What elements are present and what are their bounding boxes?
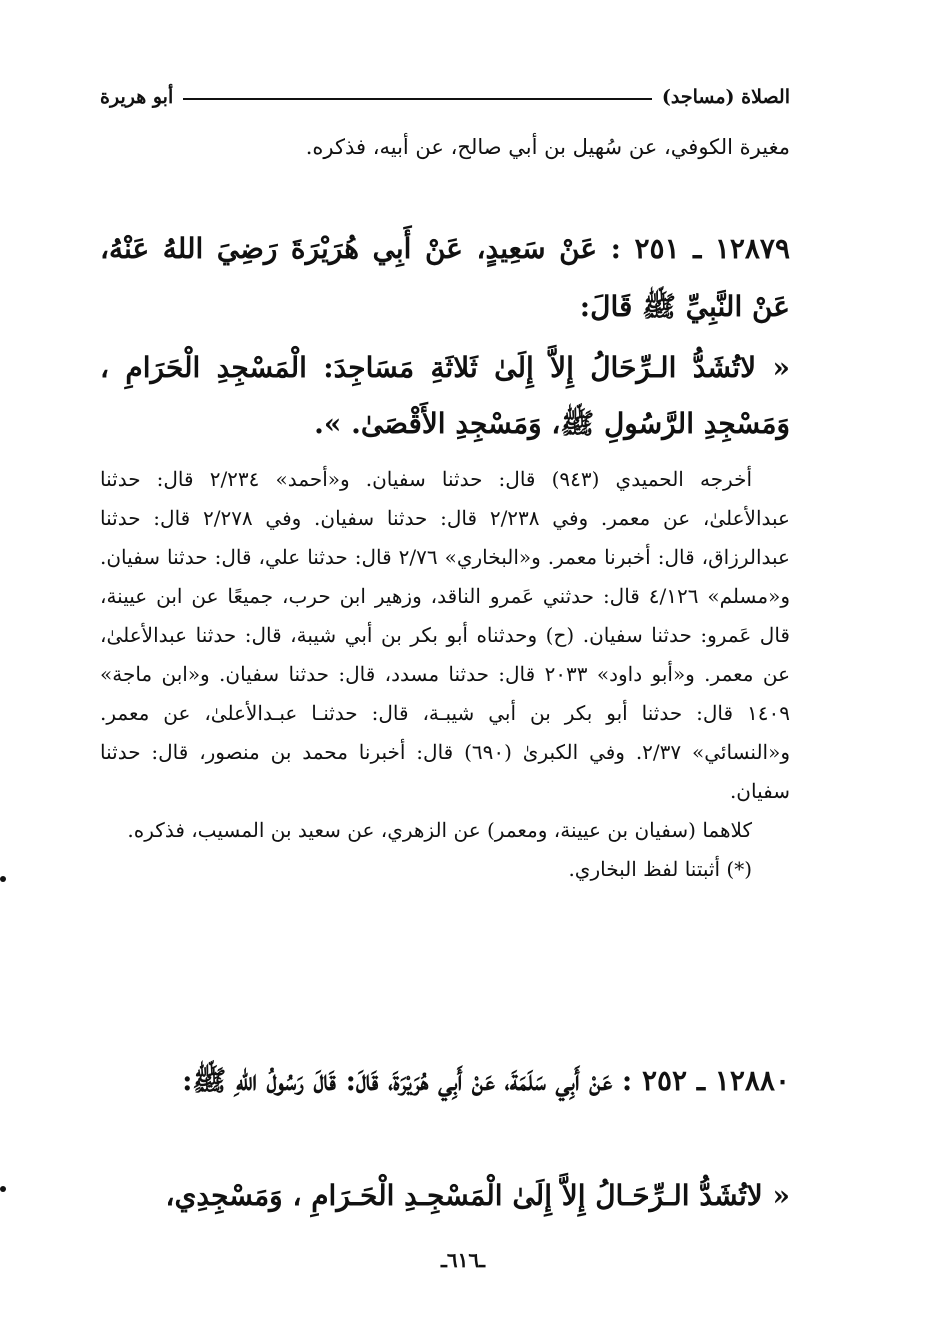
page-number: ـ٦١٦ـ	[441, 1248, 485, 1272]
hadith-12879-matn: « لاتُشَدُّ الـرِّحَالُ إِلاَّ إِلَىٰ ثَلاثَةِ مَسَاجِدَ: الْمَسْجِدِ الْحَرَامِ ، وَمَسْجِدِ الرَّسُولِ ﷺ، وَمَسْجِدِ الأَقْصَىٰ. ».	[100, 351, 790, 440]
margin-dot	[0, 1186, 6, 1192]
running-header	[100, 80, 790, 114]
takhrij-section	[100, 460, 790, 889]
takhrij-summary: كلاهما (سفيان بن عيينة، ومعمر) عن الزهري، عن سعيد بن المسيب، فذكره.	[127, 818, 752, 842]
header-section-title: الصلاة (مساجد)	[661, 86, 790, 108]
header-rule	[183, 98, 652, 100]
hadith-12879-isnad: ١٢٨٧٩ ـ ٢٥١ : عَنْ سَعِيدٍ، عَنْ أَبِي هُرَيْرَةَ رَضِيَ اللهُ عَنْهُ، عَنْ النَّبِيِّ ﷺ قَالَ:	[100, 232, 791, 323]
hadith-12880-matn: « لاتُشَدُّ الـرِّحَـالُ إِلاَّ إِلَىٰ الْمَسْجِـدِ الْحَـرَامِ ، وَمَسْجِدِي،	[165, 1179, 790, 1212]
header-narrator: أبو هريرة	[100, 86, 174, 108]
previous-hadith-continuation: مغيرة الكوفي، عن سُهيل بن أبي صالح، عن أبيه، فذكره.	[305, 135, 790, 159]
margin-dot	[0, 876, 6, 882]
takhrij-paragraph: أخرجه الحميدي (٩٤٣) قال: حدثنا سفيان. و«أحمد» ٢/٢٣٤ قال: حدثنا عبدالأعلىٰ، عن معمر. وفي ٢/٢٣٨ قال: حدثنا سفيان. وفي ٢/٢٧٨ قال: حدثنا عبدالرزاق، قال: أخبرنا معمر. و«البخاري» ٢/٧٦ قال: حدثنا علي، قال: حدثنا سفيان. و«مسلم» ٤/١٢٦ قال: حدثني عَمرو الناقد، وزهير ابن حرب، جميعًا عن ابن عيينة، قال عَمرو: حدثنا سفيان. (ح) وحدثناه أبو بكر بن أبي شيبة، قال: حدثنا عبدالأعلىٰ، عن معمر. و«أبو داود» ٢٠٣٣ قال: حدثنا مسدد، قال: حدثنا سفيان. و«ابن ماجة» ١٤٠٩ قال: حدثنا أبو بكر بن أبي شيبـة، قال: حدثنـا عبـدالأعلىٰ، عن معمر. و«النسائي» ٢/٣٧. وفي الكبرىٰ (٦٩٠) قال: أخبرنا محمد بن منصور، قال: حدثنا سفيان.	[100, 467, 790, 803]
footnote: (*) أثبتنا لفظ البخاري.	[568, 857, 752, 881]
hadith-12880-isnad: ١٢٨٨٠ ـ ٢٥٢ : عَنْ أَبِي سَلَمَةَ، عَنْ أَبِي هُرَيْرَةَ، قَالَ: قَالَ رَسُولُ اللهِ ﷺ:	[182, 1064, 790, 1097]
